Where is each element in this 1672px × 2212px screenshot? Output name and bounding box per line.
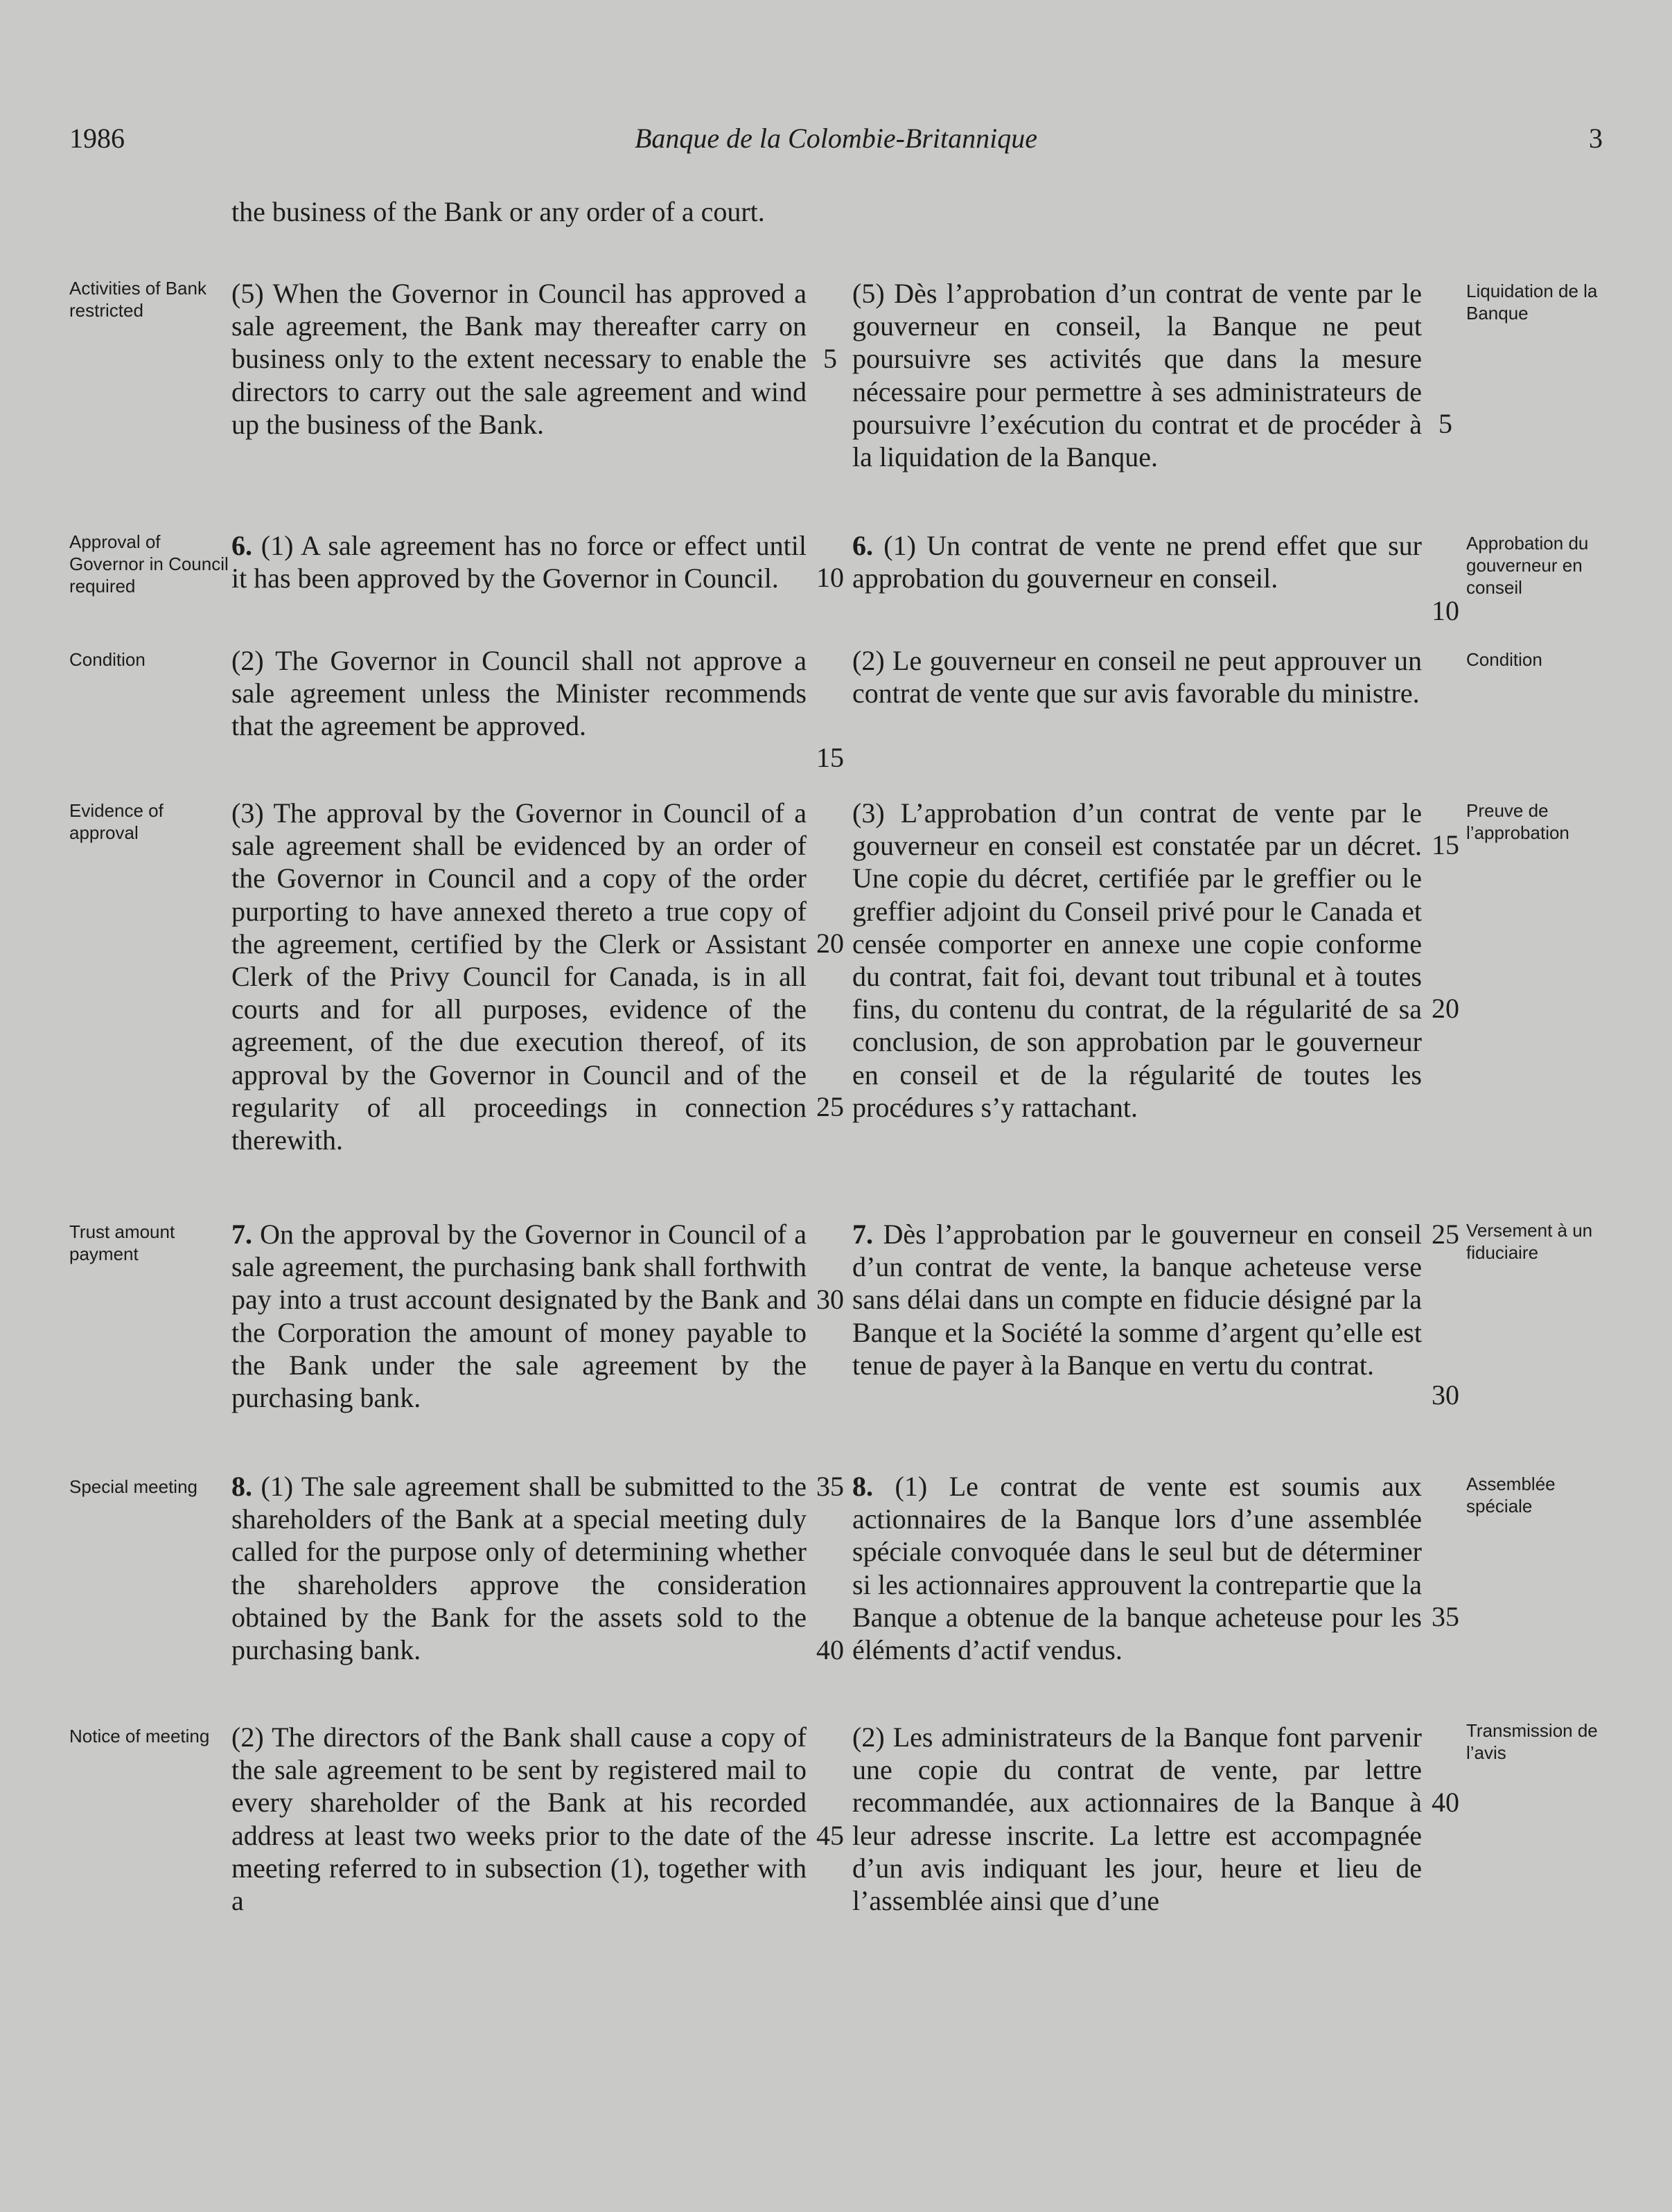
english-paragraph: (5) When the Governor in Council has approved a sale agreement, the Bank may thereafter carry on business only to the extent necessary to enable the directors to carry out the sale agreement and wind up the business of the Bank. bbox=[231, 278, 807, 440]
french-paragraph: (3) L’approbation d’un contrat de vente par le gouverneur en conseil est constatée par un décret. Une copie du décret, certifiée par le greffier ou le greffier adjoint du Conseil privé pour le Canada et censée comporter en annexe une copie conforme du contrat, fait foi, devant tout tribunal et à toutes fins, du contenu du contrat, de la régularité de sa conclusion, de son approbation par le gouverneur en conseil et de la régularité de toutes les procédures s’y rattachant. bbox=[852, 797, 1422, 1123]
marginal-note: Notice of meeting bbox=[69, 1726, 210, 1746]
line-number: 10 bbox=[816, 562, 844, 593]
line-number: 20 bbox=[1432, 993, 1459, 1024]
french-paragraph: (2) Le gouverneur en conseil ne peut approuver un contrat de vente que sur avis favorable du ministre. bbox=[852, 645, 1422, 709]
french-paragraph: 8. (1) Le contrat de vente est soumis aux actionnaires de la Banque lors d’une assemblée spéciale convoquée dans le seul but de déterminer si les actionnaires approuvent la contrepartie que la Banque a obtenue de la banque acheteuse pour les éléments d’actif vendus. bbox=[852, 1471, 1422, 1666]
line-number: 40 bbox=[816, 1634, 844, 1665]
marginal-note: Transmission de l’avis bbox=[1466, 1720, 1598, 1763]
french-paragraph: 6. (1) Un contrat de vente ne prend effet que sur approbation du gouverneur en conseil. bbox=[852, 530, 1422, 594]
french-paragraph: (2) Les administrateurs de la Banque font parvenir une copie du contrat de vente, par lettre recommandée, aux actionnaires de la Banque à leur adresse inscrite. La lettre est accompagnée d’un avis indiquant les jour, heure et lieu de l’assemblée ainsi que d’une bbox=[852, 1722, 1422, 1917]
marginal-note: Condition bbox=[1466, 649, 1542, 670]
french-paragraph: 7. Dès l’approbation par le gouverneur en conseil d’un contrat de vente, la banque acheteuse verse sans délai dans un compte en fiducie désigné par la Banque et la Société la somme d’argent qu’elle est tenue de payer à la Banque en vertu du contrat. bbox=[852, 1219, 1422, 1381]
marginal-note: Preuve de l’approbation bbox=[1466, 800, 1569, 843]
page-header bbox=[69, 122, 1603, 163]
marginal-note: Special meeting bbox=[69, 1476, 197, 1497]
line-number: 25 bbox=[816, 1091, 844, 1122]
marginal-note: Approbation du gouverneur en conseil bbox=[1466, 533, 1589, 598]
marginal-note: Evidence of approval bbox=[69, 800, 164, 843]
marginal-note: Trust amount payment bbox=[69, 1221, 175, 1264]
marginal-note: Approval of Governor in Council required bbox=[69, 531, 229, 596]
english-paragraph: the business of the Bank or any order of a court. bbox=[231, 196, 765, 227]
page-number: 3 bbox=[1589, 123, 1603, 154]
line-number: 5 bbox=[823, 343, 837, 374]
header-year: 1986 bbox=[69, 123, 125, 154]
line-number: 15 bbox=[1432, 829, 1459, 860]
line-number: 5 bbox=[1438, 408, 1452, 439]
line-number: 15 bbox=[816, 742, 844, 773]
english-paragraph: 6. (1) A sale agreement has no force or effect until it has been approved by the Governor in Council. bbox=[231, 530, 807, 594]
marginal-note: Condition bbox=[69, 649, 146, 670]
line-number: 45 bbox=[816, 1820, 844, 1851]
header-title: Banque de la Colombie-Britannique bbox=[634, 123, 1037, 154]
english-paragraph: 7. On the approval by the Governor in Council of a sale agreement, the purchasing bank shall forthwith pay into a trust account designated by the Bank and the Corporation the amount of money payable to the Bank under the sale agreement by the purchasing bank. bbox=[231, 1219, 807, 1414]
marginal-note: Assemblée spéciale bbox=[1466, 1474, 1556, 1516]
line-number: 35 bbox=[816, 1471, 844, 1502]
marginal-note: Versement à un fiduciaire bbox=[1466, 1220, 1593, 1263]
line-number: 25 bbox=[1432, 1219, 1459, 1250]
line-number: 20 bbox=[816, 928, 844, 959]
marginal-note: Activities of Bank restricted bbox=[69, 278, 206, 321]
english-paragraph: 8. (1) The sale agreement shall be submitted to the shareholders of the Bank at a special meeting duly called for the purpose only of determining whether the shareholders approve the consideration obtained by the Bank for the assets sold to the purchasing bank. bbox=[231, 1471, 807, 1666]
line-number: 40 bbox=[1432, 1787, 1459, 1818]
english-paragraph: (2) The directors of the Bank shall cause a copy of the sale agreement to be sent by registered mail to every shareholder of the Bank at his recorded address at least two weeks prior to the date of the meeting referred to in subsection (1), together with a bbox=[231, 1722, 807, 1917]
line-number: 30 bbox=[1432, 1379, 1459, 1410]
line-number: 30 bbox=[816, 1284, 844, 1315]
line-number: 35 bbox=[1432, 1601, 1459, 1632]
english-paragraph: (3) The approval by the Governor in Council of a sale agreement shall be evidenced by an order of the Governor in Council and a copy of the order purporting to have annexed thereto a true copy of the agreement, certified by the Clerk or Assistant Clerk of the Privy Council for Canada, is in all courts and for all purposes, evidence of the agreement, of the due execution thereof, of its approval by the Governor in Council and of the regularity of all proceedings in connection therewith. bbox=[231, 797, 807, 1156]
line-number: 10 bbox=[1432, 595, 1459, 626]
english-paragraph: (2) The Governor in Council shall not approve a sale agreement unless the Minister recommends that the agreement be approved. bbox=[231, 645, 807, 742]
marginal-note: Liquidation de la Banque bbox=[1466, 281, 1598, 324]
french-paragraph: (5) Dès l’approbation d’un contrat de vente par le gouverneur en conseil, la Banque ne peut poursuivre ses activités que dans la mesure nécessaire pour permettre à ses administrateurs de poursuivre l’exécution du contrat et de procéder à la liquidation de la Banque. bbox=[852, 278, 1422, 473]
